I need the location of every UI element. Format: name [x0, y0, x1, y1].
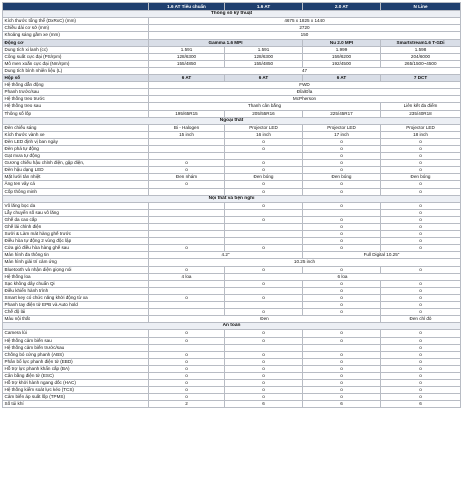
spec-row: [3, 82, 461, 89]
spec-value: o: [381, 309, 461, 316]
spec-label: Màu nội thất: [3, 316, 149, 323]
spec-value: o: [303, 224, 381, 231]
spec-label: Đèn chiếu sáng: [3, 124, 149, 131]
spec-label: Cửa gió điều hòa hàng ghế sau: [3, 245, 149, 252]
spec-value-all-trims: McPherson: [149, 96, 461, 103]
spec-value: [303, 344, 381, 351]
spec-value-all-trims: 10.25 inch: [149, 259, 461, 266]
spec-value: o: [303, 231, 381, 238]
spec-value: Projector LED: [303, 124, 381, 131]
spec-value: o: [303, 216, 381, 223]
spec-row: [3, 46, 461, 53]
spec-value: 2: [149, 401, 225, 408]
spec-value: 18 inch: [381, 131, 461, 138]
spec-label: Chiều dài cơ sở (mm): [3, 25, 149, 32]
spec-value: o: [149, 266, 225, 273]
spec-row: [3, 280, 461, 287]
spec-value: o: [303, 302, 381, 309]
spec-value: o: [303, 160, 381, 167]
spec-value: 1.591: [149, 46, 225, 53]
spec-value: o: [149, 351, 225, 358]
spec-value: o: [225, 309, 303, 316]
spec-value-all-trims: 47: [149, 67, 461, 74]
spec-label: Ghế lái chỉnh điện: [3, 224, 149, 231]
spec-value: [149, 202, 225, 209]
spec-label: Hộp số: [3, 75, 149, 82]
spec-row: [3, 273, 461, 280]
spec-row: [3, 53, 461, 60]
spec-value: [149, 145, 225, 152]
spec-value: o: [303, 387, 381, 394]
spec-value: o: [303, 181, 381, 188]
spec-value: Projector LED: [225, 124, 303, 131]
spec-value: [225, 153, 303, 160]
spec-value: [149, 280, 225, 287]
spec-row: [3, 302, 461, 309]
spec-label: Vô lăng bọc da: [3, 202, 149, 209]
spec-value-group: 4.2": [149, 252, 303, 259]
spec-value: o: [225, 145, 303, 152]
spec-value: 16 inch: [225, 131, 303, 138]
section-header-row: [3, 323, 461, 330]
spec-row: [3, 75, 461, 82]
spec-value: o: [381, 351, 461, 358]
spec-value: o: [381, 145, 461, 152]
spec-value: o: [149, 330, 225, 337]
spec-label: Màn hình đa thông tin: [3, 252, 149, 259]
spec-row: [3, 32, 461, 39]
spec-value: o: [381, 380, 461, 387]
spec-label: Gạt mưa tự động: [3, 153, 149, 160]
spec-value: 1.598: [381, 46, 461, 53]
spec-row: [3, 110, 461, 117]
spec-value: 155/4850: [225, 60, 303, 67]
spec-value: o: [149, 167, 225, 174]
section-title: An toàn: [3, 323, 461, 330]
spec-label: Hỗ trợ lực phanh khẩn cấp (BA): [3, 365, 149, 372]
spec-row: [3, 174, 461, 181]
spec-value: [225, 238, 303, 245]
spec-row: [3, 131, 461, 138]
spec-value: Đen bóng: [225, 174, 303, 181]
spec-value: o: [149, 358, 225, 365]
spec-value: o: [225, 337, 303, 344]
spec-value: 128/6300: [225, 53, 303, 60]
spec-value: o: [225, 188, 303, 195]
spec-value: 195/65R15: [149, 110, 225, 117]
spec-value: Bi - Halogen: [149, 124, 225, 131]
spec-value-group: Smartstream1.6 T-GDi: [381, 39, 461, 46]
spec-row: [3, 67, 461, 74]
spec-value: o: [303, 280, 381, 287]
spec-value: o: [381, 153, 461, 160]
spec-row: [3, 202, 461, 209]
spec-value: o: [225, 138, 303, 145]
spec-label: Mặt lưới tản nhiệt: [3, 174, 149, 181]
spec-label: Hệ thống cảm biến sau: [3, 337, 149, 344]
spec-row: [3, 145, 461, 152]
spec-value: [225, 231, 303, 238]
spec-label: Động cơ: [3, 39, 149, 46]
spec-value: o: [381, 160, 461, 167]
spec-value-group: Đen chỉ đỏ: [381, 316, 461, 323]
spec-value: o: [149, 394, 225, 401]
spec-value: o: [381, 372, 461, 379]
spec-row: [3, 316, 461, 323]
spec-value: 159/6200: [303, 53, 381, 60]
spec-value: o: [149, 387, 225, 394]
spec-label: Đèn hậu dạng LED: [3, 167, 149, 174]
spec-value: o: [303, 358, 381, 365]
spec-label: Đèn phá tự động: [3, 145, 149, 152]
spec-value: o: [381, 188, 461, 195]
spec-row: [3, 25, 461, 32]
spec-label: Phanh tay điện tử EPB và Auto hold: [3, 302, 149, 309]
spec-value-group: Nu 2.0 MPI: [303, 39, 381, 46]
spec-row: [3, 351, 461, 358]
spec-value: o: [381, 238, 461, 245]
spec-row: [3, 160, 461, 167]
header-trim-n-line: N Line: [381, 3, 461, 11]
spec-value: [149, 138, 225, 145]
spec-value: o: [225, 380, 303, 387]
spec-label: Hệ thống loa: [3, 273, 149, 280]
spec-value: o: [381, 209, 461, 216]
spec-value: o: [149, 160, 225, 167]
spec-row: [3, 394, 461, 401]
spec-label: Phân bổ lực phanh điện tử (EBD): [3, 358, 149, 365]
spec-row: [3, 372, 461, 379]
spec-value: [225, 224, 303, 231]
spec-table-body: [3, 11, 461, 408]
spec-value-all-trims: 4675 x 1825 x 1440: [149, 18, 461, 25]
spec-value: o: [225, 358, 303, 365]
spec-row: [3, 138, 461, 145]
spec-value: o: [303, 153, 381, 160]
header-label: [3, 3, 149, 11]
spec-value: [149, 287, 225, 294]
section-header-row: [3, 11, 461, 18]
section-header-row: [3, 195, 461, 202]
spec-value: [149, 231, 225, 238]
spec-value: o: [381, 344, 461, 351]
spec-row: [3, 358, 461, 365]
spec-label: Sạc không dây chuẩn Qi: [3, 280, 149, 287]
spec-value: o: [381, 302, 461, 309]
spec-value: o: [381, 138, 461, 145]
spec-value: 265/1500~4500: [381, 60, 461, 67]
spec-label: Điều khiển hành trình: [3, 287, 149, 294]
spec-value: o: [149, 337, 225, 344]
spec-value-group: Gamma 1.6 MPI: [149, 39, 303, 46]
spec-label: Sưởi & Làm mát hàng ghế trước: [3, 231, 149, 238]
spec-row: [3, 209, 461, 216]
spec-label: Đèn LED định vị ban ngày: [3, 138, 149, 145]
spec-value: [149, 238, 225, 245]
spec-value: 6 AT: [149, 75, 225, 82]
spec-row: [3, 309, 461, 316]
spec-value: o: [149, 181, 225, 188]
spec-value: 7 DCT: [381, 75, 461, 82]
spec-value: o: [303, 167, 381, 174]
spec-label: Hệ thống cảm biến trước/sau: [3, 344, 149, 351]
spec-value: 6 AT: [303, 75, 381, 82]
spec-value: o: [381, 287, 461, 294]
spec-row: [3, 153, 461, 160]
spec-value: o: [303, 365, 381, 372]
spec-value: [149, 216, 225, 223]
spec-value: o: [149, 372, 225, 379]
header-trim-2-0-at: 2.0 AT: [303, 3, 381, 11]
spec-value: o: [303, 337, 381, 344]
spec-value: o: [381, 358, 461, 365]
spec-label: Mô men xoắn cực đại (Nm/rpm): [3, 60, 149, 67]
spec-value: o: [381, 266, 461, 273]
spec-row: [3, 259, 461, 266]
spec-label: Lẫy chuyển số sau vô lăng: [3, 209, 149, 216]
spec-value: o: [303, 238, 381, 245]
spec-value: o: [225, 351, 303, 358]
spec-value: o: [303, 309, 381, 316]
spec-row: [3, 181, 461, 188]
spec-label: Số túi khí: [3, 401, 149, 408]
spec-value: Đen bóng: [381, 174, 461, 181]
spec-value: o: [303, 145, 381, 152]
spec-value: [149, 153, 225, 160]
spec-value: [303, 209, 381, 216]
spec-label: Cốp thông minh: [3, 188, 149, 195]
spec-label: Hỗ trợ khởi hành ngang dốc (HAC): [3, 380, 149, 387]
spec-label: Hệ thống kiểm soát lực kéo (TCS): [3, 387, 149, 394]
spec-value-group: 4 loa: [149, 273, 225, 280]
spec-label: Hệ thống treo sau: [3, 103, 149, 110]
spec-value-group: Đen: [149, 316, 381, 323]
spec-value: o: [303, 202, 381, 209]
spec-label: Hệ thống dẫn động: [3, 82, 149, 89]
spec-value: 192/4500: [303, 60, 381, 67]
spec-value: o: [381, 181, 461, 188]
spec-label: Camera lùi: [3, 330, 149, 337]
spec-value: o: [225, 294, 303, 301]
spec-row: [3, 188, 461, 195]
spec-value: o: [225, 372, 303, 379]
spec-row: [3, 103, 461, 110]
spec-value: 6: [225, 401, 303, 408]
spec-value: o: [381, 394, 461, 401]
spec-row: [3, 238, 461, 245]
spec-value: o: [381, 337, 461, 344]
spec-value: o: [381, 330, 461, 337]
spec-value: 6: [303, 401, 381, 408]
spec-row: [3, 337, 461, 344]
spec-value: o: [303, 394, 381, 401]
spec-row: [3, 224, 461, 231]
spec-value: o: [225, 167, 303, 174]
spec-value: o: [381, 245, 461, 252]
spec-label: Chống bó cứng phanh (ABS): [3, 351, 149, 358]
spec-value: o: [303, 245, 381, 252]
spec-label: Ăng ten vây cá: [3, 181, 149, 188]
spec-row: [3, 18, 461, 25]
spec-value: o: [303, 372, 381, 379]
spec-value: o: [225, 266, 303, 273]
header-trim-1-6-at-standard: 1.6 AT Tiêu chuẩn: [149, 3, 225, 11]
spec-value: o: [381, 224, 461, 231]
spec-value: [149, 309, 225, 316]
spec-value: [225, 209, 303, 216]
spec-value: 1.591: [225, 46, 303, 53]
spec-value: 155/4850: [149, 60, 225, 67]
spec-label: Thông số lốp: [3, 110, 149, 117]
spec-value: o: [225, 245, 303, 252]
spec-value-group: Full Digital 10.25": [303, 252, 461, 259]
spec-table-header: [3, 3, 461, 11]
spec-value: o: [225, 387, 303, 394]
spec-value-all-trims: FWD: [149, 82, 461, 89]
spec-value: o: [381, 280, 461, 287]
spec-value: o: [149, 294, 225, 301]
spec-value: o: [225, 216, 303, 223]
header-trim-1-6-at: 1.6 AT: [225, 3, 303, 11]
spec-value: 15 inch: [149, 131, 225, 138]
spec-row: [3, 60, 461, 67]
header-row: [3, 3, 461, 11]
spec-value: 17 inch: [303, 131, 381, 138]
spec-label: Dung tích xi lanh (cc): [3, 46, 149, 53]
section-title: Ngoại thất: [3, 117, 461, 124]
spec-row: [3, 252, 461, 259]
spec-value: 128/6300: [149, 53, 225, 60]
spec-value: 225/45R17: [303, 110, 381, 117]
spec-label: Smart key có chức năng khởi động từ xa: [3, 294, 149, 301]
spec-value: [149, 209, 225, 216]
spec-value: o: [303, 266, 381, 273]
spec-value: [225, 344, 303, 351]
spec-value: 6: [381, 401, 461, 408]
spec-row: [3, 39, 461, 46]
spec-row: [3, 365, 461, 372]
spec-value-group: Thanh cân bằng: [149, 103, 381, 110]
spec-row: [3, 96, 461, 103]
spec-value-all-trims: 150: [149, 32, 461, 39]
spec-label: Cảm biến áp suất lốp (TPMS): [3, 394, 149, 401]
spec-value: Đen bóng: [303, 174, 381, 181]
spec-label: Dung tích bình nhiên liệu (L): [3, 67, 149, 74]
spec-value: [149, 188, 225, 195]
spec-value: o: [381, 231, 461, 238]
spec-value: o: [381, 216, 461, 223]
spec-value-group: Liên kết đa điểm: [381, 103, 461, 110]
spec-value: [149, 302, 225, 309]
spec-value: o: [225, 394, 303, 401]
spec-value: o: [225, 160, 303, 167]
spec-label: Kích thước vành xe: [3, 131, 149, 138]
spec-value: o: [303, 330, 381, 337]
spec-label: Kích thước tổng thể (DxRxC) (mm): [3, 18, 149, 25]
spec-row: [3, 216, 461, 223]
spec-value-all-trims: Đĩa/Đĩa: [149, 89, 461, 96]
spec-table: [2, 2, 461, 408]
spec-value: o: [225, 330, 303, 337]
spec-value: o: [149, 245, 225, 252]
spec-value: o: [303, 351, 381, 358]
spec-label: Hệ thống treo trước: [3, 96, 149, 103]
spec-value: Projector LED: [381, 124, 461, 131]
section-title: Nội thất và tiện nghi: [3, 195, 461, 202]
spec-row: [3, 167, 461, 174]
spec-label: Bluetooth và nhận diện giọng nói: [3, 266, 149, 273]
spec-label: Cân bằng điện tử (ESC): [3, 372, 149, 379]
spec-value: o: [303, 294, 381, 301]
spec-value: [225, 302, 303, 309]
spec-value: o: [149, 365, 225, 372]
spec-value: o: [303, 188, 381, 195]
spec-row: [3, 245, 461, 252]
spec-value: o: [303, 138, 381, 145]
spec-label: Ghế da cao cấp: [3, 216, 149, 223]
spec-label: Điều hòa tự động 2 vùng độc lập: [3, 238, 149, 245]
section-header-row: [3, 117, 461, 124]
spec-row: [3, 266, 461, 273]
spec-label: Gương chiếu hậu chỉnh điện, gập điện,: [3, 160, 149, 167]
spec-value: 205/55R16: [225, 110, 303, 117]
spec-label: Chế độ lái: [3, 309, 149, 316]
spec-value: o: [225, 280, 303, 287]
spec-value: o: [303, 380, 381, 387]
spec-value: o: [303, 287, 381, 294]
spec-value: o: [225, 181, 303, 188]
spec-value: [149, 224, 225, 231]
spec-value: o: [225, 202, 303, 209]
spec-label: Khoảng sáng gầm xe (mm): [3, 32, 149, 39]
spec-row: [3, 401, 461, 408]
spec-row: [3, 344, 461, 351]
spec-row: [3, 294, 461, 301]
spec-label: Phanh trước/sau: [3, 89, 149, 96]
spec-value-group: 6 loa: [225, 273, 461, 280]
spec-label: Công suất cực đại (PS/rpm): [3, 53, 149, 60]
spec-value: o: [381, 202, 461, 209]
spec-row: [3, 287, 461, 294]
spec-value: o: [149, 380, 225, 387]
section-title: Thông số kỹ thuật: [3, 11, 461, 18]
spec-value: 204/6000: [381, 53, 461, 60]
spec-value: o: [381, 294, 461, 301]
spec-value: 235/40R18: [381, 110, 461, 117]
spec-value: [149, 344, 225, 351]
spec-label: Màn hình giải trí cảm ứng: [3, 259, 149, 266]
spec-row: [3, 124, 461, 131]
spec-value: o: [381, 387, 461, 394]
spec-value: 1.999: [303, 46, 381, 53]
spec-value: o: [225, 365, 303, 372]
spec-value: Đen nhám: [149, 174, 225, 181]
spec-row: [3, 231, 461, 238]
spec-value: [225, 287, 303, 294]
spec-value: o: [381, 365, 461, 372]
spec-row: [3, 387, 461, 394]
spec-row: [3, 380, 461, 387]
spec-value: o: [381, 167, 461, 174]
spec-row: [3, 330, 461, 337]
spec-row: [3, 89, 461, 96]
spec-value: 6 AT: [225, 75, 303, 82]
spec-value-all-trims: 2720: [149, 25, 461, 32]
